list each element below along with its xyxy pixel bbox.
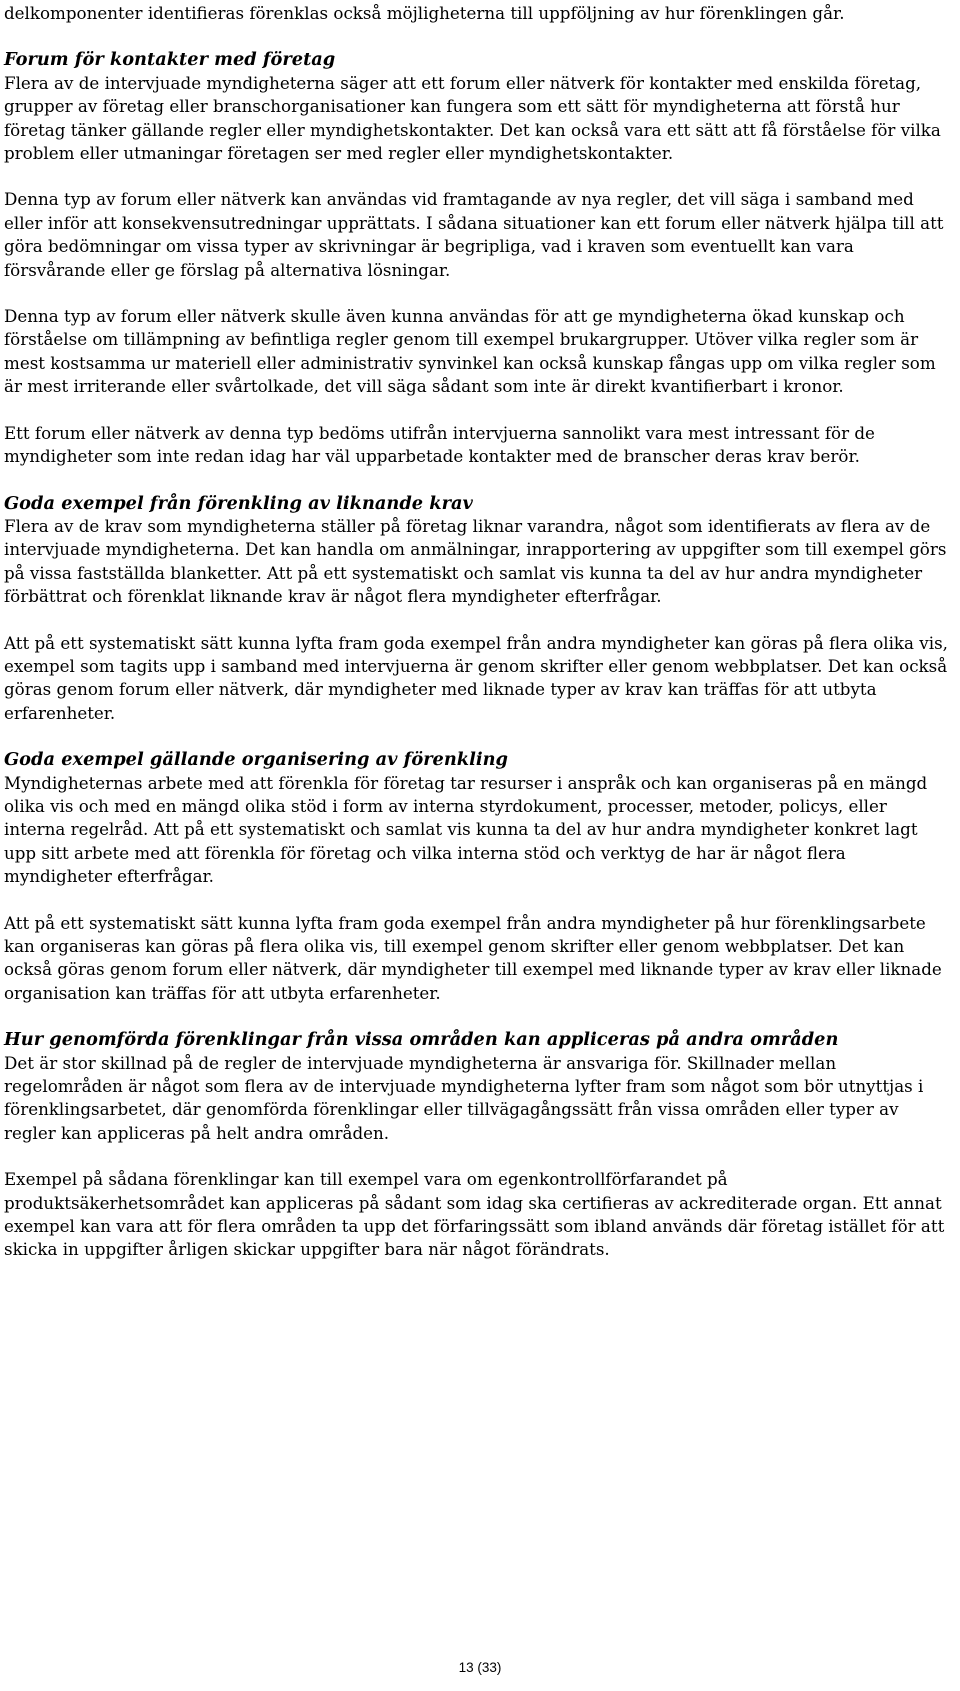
paragraph: Att på ett systematiskt sätt kunna lyfta fram goda exempel från andra myndigheter kan göras på flera olika vis, exempel som tagits upp i samband med intervjuerna är genom skrifter eller genom webbplatser. Det kan också göras genom forum eller nätverk, där myndigheter med liknade typer av krav kan träffas för att utbyta erfarenheter. (4, 632, 948, 723)
paragraph: Flera av de intervjuade myndigheterna säger att ett forum eller nätverk för kontakter med enskilda företag, grupper av företag eller branschorganisationer kan fungera som ett sätt för myndigheterna att förstå hur företag tänker gällande regler eller myndighetskontakter. Det kan också vara ett sätt att få förståelse för vilka problem eller utmaningar företagen ser med regler eller myndighetskontakter. (4, 72, 941, 164)
paragraph: delkomponenter identifieras förenklas också möjligheterna till uppföljning av hur förenklingen går. (4, 3, 845, 23)
paragraph: Myndigheternas arbete med att förenkla för företag tar resurser i anspråk och kan organiseras på en mängd olika vis och med en mängd olika stöd i form av interna styrdokument, processer, metoder, policys, eller interna regelråd. Att på ett systematiskt och samlat vis kunna ta del av hur andra myndigheter konkret lagt upp sitt arbete med att förenkla för företag och vilka interna stöd och verktyg de har är något flera myndigheter efterfrågar. (4, 772, 928, 887)
paragraph: Denna typ av forum eller nätverk skulle även kunna användas för att ge myndigheterna ökad kunskap och förståelse om tillämpning av befintliga regler genom till exempel brukargrupper. Utöver vilka regler som är mest kostsamma ur materiell eller administrativ synvinkel kan också kunskap fångas upp om vilka regler som är mest irriterande eller svårtolkade, det vill säga sådant som inte är direkt kvantifierbart i kronor. (4, 306, 936, 397)
paragraph: Ett forum eller nätverk av denna typ bedöms utifrån intervjuerna sannolikt vara mest intressant för de myndigheter som inte redan idag har väl upparbetade kontakter med de branscher deras krav berör. (4, 422, 875, 467)
section-heading-forum: Forum för kontakter med företag (4, 49, 336, 71)
document-page (4, 2, 952, 1262)
page-number: 13 (33) (458, 1660, 502, 1675)
section-heading-organisering: Goda exempel gällande organisering av förenkling (4, 749, 508, 771)
paragraph: Denna typ av forum eller nätverk kan användas vid framtagande av nya regler, det vill säga i samband med eller inför att konsekvensutredningar upprättats. I sådana situationer kan ett forum eller nätverk hjälpa till att göra bedömningar om vissa typer av skrivningar är begripliga, vad i kraven som eventuellt kan vara försvårande eller ge förslag på alternativa lösningar. (4, 189, 944, 280)
section-heading-omraden: Hur genomförda förenklingar från vissa områden kan appliceras på andra områden (4, 1029, 839, 1051)
paragraph: Flera av de krav som myndigheterna ställer på företag liknar varandra, något som identifierats av flera av de intervjuade myndigheterna. Det kan handla om anmälningar, inrapportering av uppgifter som till exempel görs på vissa fastställda blanketter. Att på ett systematiskt och samlat vis kunna ta del av hur andra myndigheter förbättrat och förenklat liknande krav är något flera myndigheter efterfrågar. (4, 515, 947, 607)
paragraph: Exempel på sådana förenklingar kan till exempel vara om egenkontrollförfarandet på produktsäkerhetsområdet kan appliceras på sådant som idag ska certifieras av ackrediterade organ. Ett annat exempel kan vara att för flera områden ta upp det förfaringssätt som ibland används där företag istället för att skicka in uppgifter årligen skickar uppgifter bara när något förändrats. (4, 1169, 945, 1260)
paragraph: Det är stor skillnad på de regler de intervjuade myndigheterna är ansvariga för. Skillnader mellan regelområden är något som flera av de intervjuade myndigheterna lyfter fram som något som bör utnyttjas i förenklingsarbetet, där genomförda förenklingar eller tillvägagångssätt från vissa områden eller typer av regler kan appliceras på helt andra områden. (4, 1052, 924, 1143)
section-heading-liknande-krav: Goda exempel från förenkling av liknande krav (4, 492, 473, 514)
paragraph: Att på ett systematiskt sätt kunna lyfta fram goda exempel från andra myndigheter på hur förenklingsarbete kan organiseras kan göras på flera olika vis, till exempel genom skrifter eller genom webbplatser. Det kan också göras genom forum eller nätverk, där myndigheter till exempel med liknande typer av krav eller liknade organisation kan träffas för att utbyta erfarenheter. (4, 912, 942, 1003)
